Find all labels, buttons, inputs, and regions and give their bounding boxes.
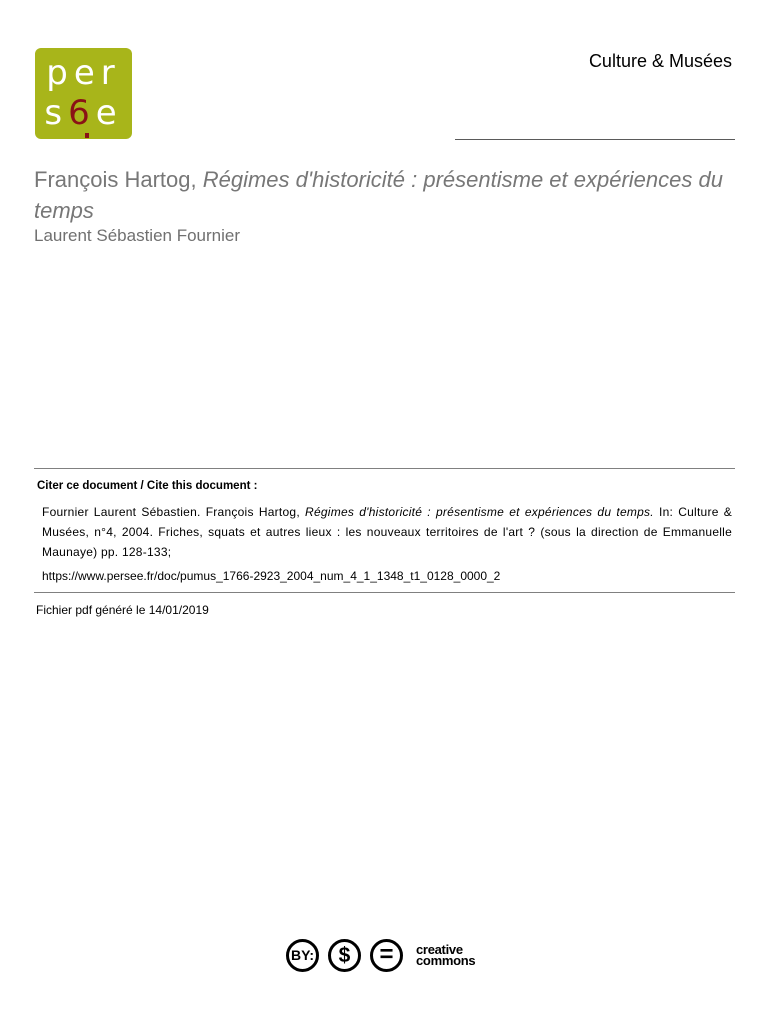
cc-by-icon: BY:	[286, 939, 319, 972]
cc-wordmark	[416, 944, 475, 966]
title-work-part: Régimes d'historicité : présentisme et expériences du temps	[34, 167, 723, 223]
logo-text-bottom	[35, 93, 132, 133]
cc-nc-icon: $	[328, 939, 361, 972]
logo-letter: s	[44, 93, 69, 133]
citation-heading: Citer ce document / Cite this document :	[37, 480, 258, 492]
citation-url-link[interactable]: https://www.persee.fr/doc/pumus_1766-2923_2004_num_4_1_1348_t1_0128_0000_2	[42, 569, 501, 583]
header-divider	[455, 139, 735, 140]
cc-nd-icon: =	[370, 939, 403, 972]
generated-date: Fichier pdf généré le 14/01/2019	[36, 603, 209, 617]
citation-bottom-divider	[34, 592, 735, 593]
citation-text-italic: Régimes d'historicité : présentisme et expériences du temps.	[305, 505, 654, 519]
logo-text-top: per	[46, 53, 121, 93]
citation-top-divider	[34, 468, 735, 469]
title-author-part: François Hartog,	[34, 167, 203, 192]
logo-letter: e	[95, 93, 123, 133]
persee-logo[interactable]	[35, 48, 132, 139]
citation-text-part: Fournier Laurent Sébastien. François Hartog,	[42, 505, 306, 519]
citation-text-part: In: Culture & Musées, n°4, 2004. Friches, squats et autres lieux : les nouveaux territoires de l'art ? (sous la direction de Emmanuelle Maunaye) pp. 128-133;	[42, 505, 733, 559]
citation-text	[42, 502, 732, 562]
cc-word-creative: creative	[416, 942, 463, 957]
cc-word-commons: commons	[416, 953, 476, 968]
document-title	[34, 164, 744, 226]
creative-commons-license-icon[interactable]	[286, 937, 486, 977]
journal-name: Culture & Musées	[588, 51, 732, 71]
document-author: Laurent Sébastien Fournier	[34, 226, 241, 245]
logo-letter-accent: 6	[68, 93, 96, 133]
logo-accent-mark	[85, 133, 89, 138]
